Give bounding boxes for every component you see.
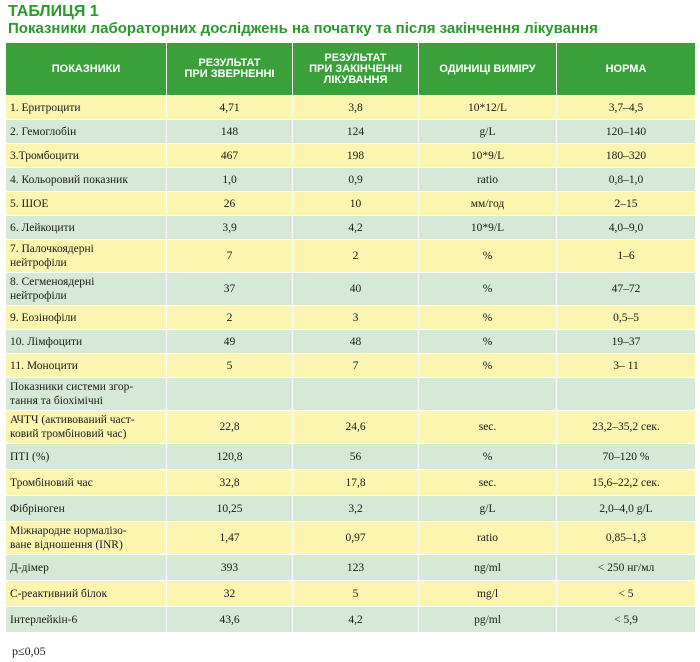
cell-result-initial: 37 bbox=[167, 273, 293, 306]
cell-result-initial bbox=[167, 378, 293, 411]
header-result-initial: РЕЗУЛЬТАТ ПРИ ЗВЕРНЕННІ bbox=[167, 43, 293, 96]
cell-result-initial: 4,71 bbox=[167, 96, 293, 120]
cell-units: g/L bbox=[419, 496, 557, 522]
table-row bbox=[6, 522, 696, 555]
cell-units bbox=[419, 378, 557, 411]
table-row bbox=[6, 306, 696, 330]
cell-result-final: 0,9 bbox=[293, 168, 419, 192]
cell-norm: 120–140 bbox=[557, 120, 696, 144]
cell-norm: 23,2–35,2 сек. bbox=[557, 411, 696, 444]
header-row bbox=[6, 43, 696, 96]
cell-norm: 47–72 bbox=[557, 273, 696, 306]
table-row bbox=[6, 120, 696, 144]
lab-results-table bbox=[5, 42, 696, 633]
cell-result-final: 48 bbox=[293, 330, 419, 354]
cell-result-final bbox=[293, 378, 419, 411]
table-row bbox=[6, 555, 696, 581]
cell-norm: 0,8–1,0 bbox=[557, 168, 696, 192]
table-row bbox=[6, 607, 696, 633]
cell-units: pg/ml bbox=[419, 607, 557, 633]
table-row bbox=[6, 470, 696, 496]
cell-indicator: Міжнародне нормалізо- ване відношення (INR) bbox=[6, 522, 167, 555]
cell-result-final: 7 bbox=[293, 354, 419, 378]
cell-result-final: 3 bbox=[293, 306, 419, 330]
cell-indicator: 9. Еозінофіли bbox=[6, 306, 167, 330]
table-subtitle: Показники лабораторних досліджень на початку та після закінчення лікування bbox=[8, 20, 598, 37]
cell-indicator: 1. Еритроцити bbox=[6, 96, 167, 120]
cell-norm: 19–37 bbox=[557, 330, 696, 354]
cell-norm: 70–120 % bbox=[557, 444, 696, 470]
cell-norm: 1–6 bbox=[557, 240, 696, 273]
cell-result-final: 124 bbox=[293, 120, 419, 144]
table-row bbox=[6, 411, 696, 444]
cell-indicator: АЧТЧ (активований част- ковий тромбіновий час) bbox=[6, 411, 167, 444]
cell-indicator: Фібріноген bbox=[6, 496, 167, 522]
table-row bbox=[6, 216, 696, 240]
cell-result-final: 3,8 bbox=[293, 96, 419, 120]
cell-indicator: 5. ШОЕ bbox=[6, 192, 167, 216]
header-units: ОДИНИЦІ ВИМІРУ bbox=[419, 43, 557, 96]
cell-norm: 4,0–9,0 bbox=[557, 216, 696, 240]
cell-units: 10*12/L bbox=[419, 96, 557, 120]
cell-units: % bbox=[419, 273, 557, 306]
header-indicator: ПОКАЗНИКИ bbox=[6, 43, 167, 96]
cell-units: g/L bbox=[419, 120, 557, 144]
cell-result-final: 198 bbox=[293, 144, 419, 168]
cell-result-final: 17,8 bbox=[293, 470, 419, 496]
cell-result-initial: 120,8 bbox=[167, 444, 293, 470]
table-row bbox=[6, 273, 696, 306]
cell-norm: 2–15 bbox=[557, 192, 696, 216]
cell-indicator: Тромбіновий час bbox=[6, 470, 167, 496]
cell-result-initial: 32,8 bbox=[167, 470, 293, 496]
cell-result-initial: 7 bbox=[167, 240, 293, 273]
header-result-final: РЕЗУЛЬТАТ ПРИ ЗАКІНЧЕННІ ЛІКУВАННЯ bbox=[293, 43, 419, 96]
cell-result-initial: 26 bbox=[167, 192, 293, 216]
cell-units: % bbox=[419, 444, 557, 470]
cell-norm bbox=[557, 378, 696, 411]
cell-result-initial: 148 bbox=[167, 120, 293, 144]
cell-result-final: 3,2 bbox=[293, 496, 419, 522]
table-title: ТАБЛИЦЯ 1 bbox=[8, 3, 99, 20]
cell-units: sec. bbox=[419, 470, 557, 496]
cell-indicator: Інтерлейкін-6 bbox=[6, 607, 167, 633]
cell-indicator: 6. Лейкоцити bbox=[6, 216, 167, 240]
cell-result-initial: 1,47 bbox=[167, 522, 293, 555]
cell-units: ratio bbox=[419, 522, 557, 555]
cell-indicator: Д-дімер bbox=[6, 555, 167, 581]
cell-result-final: 0,97 bbox=[293, 522, 419, 555]
cell-norm: < 5,9 bbox=[557, 607, 696, 633]
cell-norm: 0,85–1,3 bbox=[557, 522, 696, 555]
cell-result-initial: 22,8 bbox=[167, 411, 293, 444]
cell-norm: 3,7–4,5 bbox=[557, 96, 696, 120]
cell-units: % bbox=[419, 240, 557, 273]
cell-indicator: Показники системи згор- тання та біохімічні bbox=[6, 378, 167, 411]
cell-norm: < 250 нг/мл bbox=[557, 555, 696, 581]
table-row bbox=[6, 581, 696, 607]
cell-units: ratio bbox=[419, 168, 557, 192]
cell-result-final: 10 bbox=[293, 192, 419, 216]
cell-units: % bbox=[419, 330, 557, 354]
table-row bbox=[6, 330, 696, 354]
cell-indicator: С-реактивний білок bbox=[6, 581, 167, 607]
cell-units: mg/l bbox=[419, 581, 557, 607]
cell-indicator: 8. Сегменоядерні нейтрофіли bbox=[6, 273, 167, 306]
cell-result-initial: 1,0 bbox=[167, 168, 293, 192]
cell-result-initial: 49 bbox=[167, 330, 293, 354]
cell-norm: 2,0–4,0 g/L bbox=[557, 496, 696, 522]
cell-result-final: 123 bbox=[293, 555, 419, 581]
cell-units: 10*9/L bbox=[419, 144, 557, 168]
cell-result-final: 40 bbox=[293, 273, 419, 306]
cell-units: ng/ml bbox=[419, 555, 557, 581]
table-row bbox=[6, 496, 696, 522]
cell-result-initial: 393 bbox=[167, 555, 293, 581]
cell-indicator: ПТІ (%) bbox=[6, 444, 167, 470]
cell-result-final: 2 bbox=[293, 240, 419, 273]
cell-norm: 3– 11 bbox=[557, 354, 696, 378]
cell-units: 10*9/L bbox=[419, 216, 557, 240]
table-row bbox=[6, 354, 696, 378]
cell-result-final: 56 bbox=[293, 444, 419, 470]
table-row bbox=[6, 144, 696, 168]
cell-units: мм/год bbox=[419, 192, 557, 216]
cell-result-initial: 5 bbox=[167, 354, 293, 378]
cell-norm: 15,6–22,2 сек. bbox=[557, 470, 696, 496]
cell-result-initial: 10,25 bbox=[167, 496, 293, 522]
cell-result-final: 4,2 bbox=[293, 216, 419, 240]
cell-norm: 180–320 bbox=[557, 144, 696, 168]
cell-indicator: 7. Палочкоядерні нейтрофіли bbox=[6, 240, 167, 273]
cell-result-initial: 32 bbox=[167, 581, 293, 607]
cell-norm: 0,5–5 bbox=[557, 306, 696, 330]
footnote: p≤0,05 bbox=[12, 644, 46, 658]
table-row bbox=[6, 378, 696, 411]
cell-result-final: 24,6 bbox=[293, 411, 419, 444]
cell-indicator: 11. Моноцити bbox=[6, 354, 167, 378]
cell-result-initial: 43,6 bbox=[167, 607, 293, 633]
header-norm: НОРМА bbox=[557, 43, 696, 96]
table-row bbox=[6, 444, 696, 470]
cell-result-final: 5 bbox=[293, 581, 419, 607]
cell-result-final: 4,2 bbox=[293, 607, 419, 633]
cell-norm: < 5 bbox=[557, 581, 696, 607]
cell-result-initial: 467 bbox=[167, 144, 293, 168]
cell-indicator: 10. Лімфоцити bbox=[6, 330, 167, 354]
cell-units: sec. bbox=[419, 411, 557, 444]
cell-result-initial: 3,9 bbox=[167, 216, 293, 240]
table-row bbox=[6, 192, 696, 216]
cell-indicator: 3.Тромбоцити bbox=[6, 144, 167, 168]
cell-indicator: 2. Гемоглобін bbox=[6, 120, 167, 144]
cell-indicator: 4. Кольоровий показник bbox=[6, 168, 167, 192]
table-row bbox=[6, 240, 696, 273]
cell-result-initial: 2 bbox=[167, 306, 293, 330]
cell-units: % bbox=[419, 306, 557, 330]
cell-units: % bbox=[419, 354, 557, 378]
table-row bbox=[6, 168, 696, 192]
table-row bbox=[6, 96, 696, 120]
